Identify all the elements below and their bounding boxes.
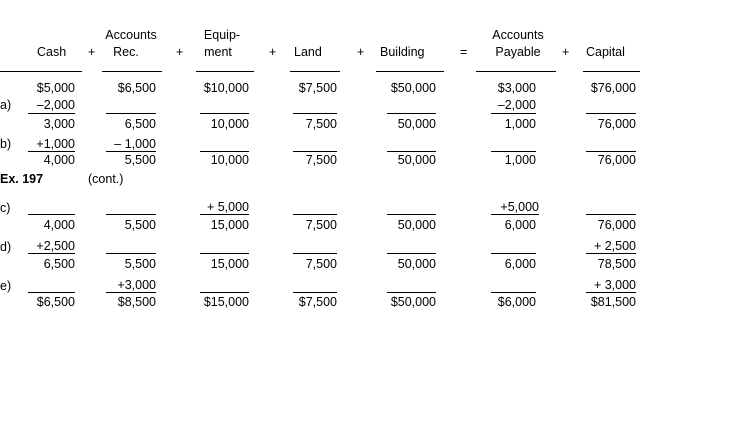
underline <box>387 292 436 293</box>
r11-accounts-rec: $8,500 <box>117 295 156 309</box>
underline <box>28 113 75 114</box>
r9-equipment: 15,000 <box>210 257 249 271</box>
header-accounts-rec-top: Accounts <box>105 28 157 42</box>
underline <box>586 113 636 114</box>
r3-building: 50,000 <box>397 117 436 131</box>
underline <box>387 253 436 254</box>
r9-building: 50,000 <box>397 257 436 271</box>
continued-label: (cont.) <box>88 172 124 186</box>
header-accounts-payable-top: Accounts <box>492 28 544 42</box>
underline <box>293 151 337 152</box>
r10-label: e) <box>0 279 12 293</box>
r5-accounts-payable: 1,000 <box>504 153 536 167</box>
header-rule <box>0 71 82 72</box>
r7-building: 50,000 <box>397 218 436 232</box>
r5-capital: 76,000 <box>597 153 636 167</box>
underline <box>28 214 75 215</box>
header-equipment-top: Equip- <box>203 28 241 42</box>
underline <box>28 151 75 152</box>
r11-accounts-payable: $6,000 <box>497 295 536 309</box>
r8-cash: +2,500 <box>36 239 75 253</box>
header-plus-2: + <box>176 45 184 59</box>
underline <box>293 253 337 254</box>
r2-cash: –2,000 <box>36 98 75 112</box>
header-rule <box>196 71 254 72</box>
r11-land: $7,500 <box>298 295 337 309</box>
header-cash: Cash <box>37 45 67 59</box>
r1-accounts-payable: $3,000 <box>497 81 536 95</box>
r3-capital: 76,000 <box>597 117 636 131</box>
underline <box>106 253 156 254</box>
r5-cash: 4,000 <box>43 153 75 167</box>
header-plus-1: + <box>88 45 96 59</box>
header-rule <box>476 71 556 72</box>
r5-land: 7,500 <box>305 153 337 167</box>
header-equipment-bottom: ment <box>204 45 232 59</box>
r6-label: c) <box>0 201 11 215</box>
r11-building: $50,000 <box>390 295 436 309</box>
r3-accounts-payable: 1,000 <box>504 117 536 131</box>
underline <box>491 113 536 114</box>
r7-equipment: 15,000 <box>210 218 249 232</box>
r11-capital: $81,500 <box>590 295 636 309</box>
underline <box>200 113 249 114</box>
underline <box>28 292 75 293</box>
underline <box>106 214 156 215</box>
r7-accounts-payable: 6,000 <box>504 218 536 232</box>
r1-land: $7,500 <box>298 81 337 95</box>
r4-accounts-rec: – 1,000 <box>114 137 156 151</box>
underline <box>293 214 337 215</box>
r3-land: 7,500 <box>305 117 337 131</box>
r5-equipment: 10,000 <box>210 153 249 167</box>
r7-accounts-rec: 5,500 <box>124 218 156 232</box>
r3-cash: 3,000 <box>43 117 75 131</box>
underline <box>106 113 156 114</box>
r4-label: b) <box>0 137 12 151</box>
r3-equipment: 10,000 <box>210 117 249 131</box>
underline <box>491 151 536 152</box>
header-accounts-payable-bottom: Payable <box>495 45 541 59</box>
r3-accounts-rec: 6,500 <box>124 117 156 131</box>
header-rule <box>583 71 640 72</box>
header-plus-3: + <box>269 45 277 59</box>
r7-land: 7,500 <box>305 218 337 232</box>
r1-building: $50,000 <box>390 81 436 95</box>
header-capital: Capital <box>586 45 625 59</box>
r1-capital: $76,000 <box>590 81 636 95</box>
r5-accounts-rec: 5,500 <box>124 153 156 167</box>
header-rule <box>290 71 340 72</box>
r10-accounts-rec: +3,000 <box>117 278 156 292</box>
underline <box>491 292 536 293</box>
r6-accounts-payable: +5,000 <box>500 200 539 214</box>
r7-capital: 76,000 <box>597 218 636 232</box>
underline <box>106 292 156 293</box>
r6-equipment: + 5,000 <box>206 200 249 214</box>
r8-capital: + 2,500 <box>593 239 636 253</box>
r11-cash: $6,500 <box>36 295 75 309</box>
underline <box>200 292 249 293</box>
r1-accounts-rec: $6,500 <box>117 81 156 95</box>
header-land: Land <box>294 45 322 59</box>
underline <box>387 113 436 114</box>
underline <box>491 253 536 254</box>
r9-capital: 78,500 <box>597 257 636 271</box>
r9-accounts-payable: 6,000 <box>504 257 536 271</box>
underline <box>293 113 337 114</box>
underline <box>200 214 249 215</box>
r7-cash: 4,000 <box>43 218 75 232</box>
header-plus-5: + <box>562 45 570 59</box>
r1-cash: $5,000 <box>36 81 75 95</box>
r4-cash: +1,000 <box>36 137 75 151</box>
underline <box>491 214 539 215</box>
underline <box>293 292 337 293</box>
r1-equipment: $10,000 <box>203 81 249 95</box>
r8-label: d) <box>0 240 12 254</box>
header-equals: = <box>460 45 468 59</box>
header-plus-4: + <box>357 45 365 59</box>
underline <box>106 151 156 152</box>
header-rule <box>376 71 444 72</box>
r9-accounts-rec: 5,500 <box>124 257 156 271</box>
r5-building: 50,000 <box>397 153 436 167</box>
underline <box>586 214 636 215</box>
r2-label: a) <box>0 98 12 112</box>
r2-accounts-payable: –2,000 <box>497 98 536 112</box>
underline <box>586 151 636 152</box>
r11-equipment: $15,000 <box>203 295 249 309</box>
underline <box>387 214 436 215</box>
header-building: Building <box>380 45 425 59</box>
underline <box>28 253 75 254</box>
header-accounts-rec-bottom: Rec. <box>113 45 139 59</box>
r10-capital: + 3,000 <box>593 278 636 292</box>
underline <box>200 151 249 152</box>
exercise-number: Ex. 197 <box>0 172 44 186</box>
underline <box>586 253 636 254</box>
r9-cash: 6,500 <box>43 257 75 271</box>
underline <box>387 151 436 152</box>
underline <box>586 292 636 293</box>
r9-land: 7,500 <box>305 257 337 271</box>
underline <box>200 253 249 254</box>
header-rule <box>102 71 162 72</box>
